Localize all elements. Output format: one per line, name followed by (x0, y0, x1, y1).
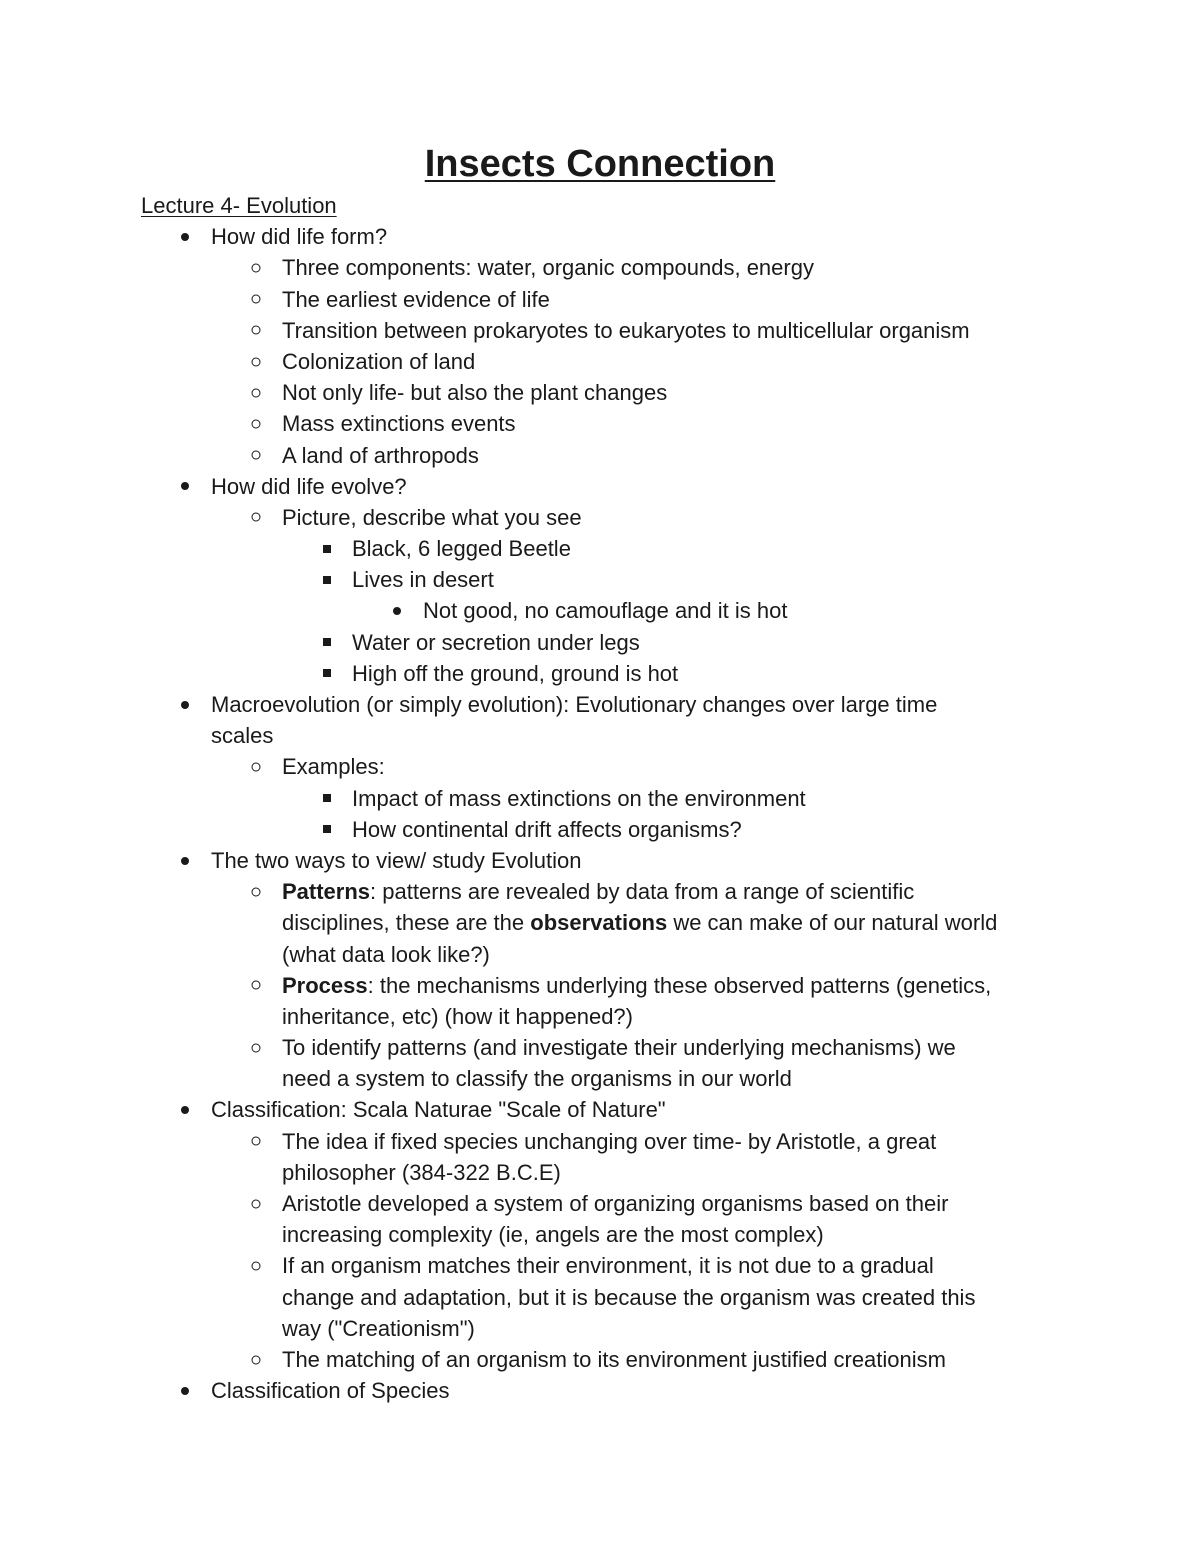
square-bullet-icon (317, 814, 337, 845)
list-item: Macroevolution (or simply evolution): Evolutionary changes over large time (141, 689, 1061, 720)
list-item: High off the ground, ground is hot (141, 658, 1061, 689)
circle-bullet-icon (246, 876, 266, 907)
list-item-continuation: change and adaptation, but it is because the organism was created this (282, 1284, 976, 1310)
square-bullet-icon (317, 564, 337, 595)
circle-bullet-icon (246, 1188, 266, 1219)
circle-bullet-icon (246, 315, 266, 346)
list-item: If an organism matches their environment, it is not due to a gradual (141, 1250, 1061, 1281)
list-item: Aristotle developed a system of organizing organisms based on their (141, 1188, 1061, 1219)
disc-bullet-icon (175, 845, 195, 876)
circle-bullet-icon (246, 502, 266, 533)
disc-bullet-icon (175, 471, 195, 502)
circle-bullet-icon (246, 377, 266, 408)
circle-bullet-icon (246, 284, 266, 315)
list-item: How continental drift affects organisms? (141, 814, 1061, 845)
disc-bullet-icon (175, 689, 195, 720)
notes-body (141, 190, 1061, 1406)
list-item: The two ways to view/ study Evolution (141, 845, 1061, 876)
list-item: Picture, describe what you see (141, 502, 1061, 533)
circle-bullet-icon (246, 440, 266, 471)
list-item: Classification: Scala Naturae "Scale of Nature" (141, 1094, 1061, 1125)
square-bullet-icon (317, 783, 337, 814)
circle-bullet-icon (246, 346, 266, 377)
circle-bullet-icon (246, 408, 266, 439)
disc-bullet-icon (387, 595, 407, 626)
list-item: Classification of Species (141, 1375, 1061, 1406)
list-item-continuation: need a system to classify the organisms in our world (282, 1066, 792, 1092)
list-item: Mass extinctions events (141, 408, 1061, 439)
list-item: Three components: water, organic compounds, energy (141, 252, 1061, 283)
disc-bullet-icon (175, 1375, 195, 1406)
list-item: Black, 6 legged Beetle (141, 533, 1061, 564)
list-item: Transition between prokaryotes to eukaryotes to multicellular organism (141, 315, 1061, 346)
list-item: Not only life- but also the plant changes (141, 377, 1061, 408)
circle-bullet-icon (246, 1250, 266, 1281)
list-item: A land of arthropods (141, 440, 1061, 471)
circle-bullet-icon (246, 1032, 266, 1063)
circle-bullet-icon (246, 970, 266, 1001)
list-item-continuation: philosopher (384-322 B.C.E) (282, 1159, 561, 1185)
list-item: The idea if fixed species unchanging over time- by Aristotle, a great (141, 1126, 1061, 1157)
list-item-continuation: way ("Creationism") (282, 1315, 475, 1341)
circle-bullet-icon (246, 751, 266, 782)
list-item: Water or secretion under legs (141, 627, 1061, 658)
list-item: To identify patterns (and investigate their underlying mechanisms) we (141, 1032, 1061, 1063)
list-item: Colonization of land (141, 346, 1061, 377)
list-item: The matching of an organism to its environment justified creationism (141, 1344, 1061, 1375)
observations-term: observations (530, 910, 668, 936)
patterns-term: Patterns (282, 879, 371, 905)
list-item-continuation: increasing complexity (ie, angels are the most complex) (282, 1222, 824, 1248)
list-item-continuation: (what data look like?) (282, 941, 490, 967)
list-item: Patterns: patterns are revealed by data from a range of scientific (141, 876, 1061, 907)
list-item: Impact of mass extinctions on the environment (141, 783, 1061, 814)
list-item: The earliest evidence of life (141, 284, 1061, 315)
list-item: Process: the mechanisms underlying these observed patterns (genetics, (141, 970, 1061, 1001)
circle-bullet-icon (246, 1344, 266, 1375)
lecture-heading (141, 190, 1061, 221)
list-item: How did life evolve? (141, 471, 1061, 502)
circle-bullet-icon (246, 252, 266, 283)
document-title: Insects Connection (424, 143, 776, 185)
disc-bullet-icon (175, 221, 195, 252)
list-item-continuation: disciplines, these are the observations we can make of our natural world (282, 910, 998, 936)
list-item-continuation: inheritance, etc) (how it happened?) (282, 1003, 633, 1029)
list-item: Not good, no camouflage and it is hot (141, 595, 1061, 626)
square-bullet-icon (317, 658, 337, 689)
list-item: Examples: (141, 751, 1061, 782)
square-bullet-icon (317, 627, 337, 658)
square-bullet-icon (317, 533, 337, 564)
process-term: Process (282, 972, 368, 998)
list-item: Lives in desert (141, 564, 1061, 595)
disc-bullet-icon (175, 1094, 195, 1125)
list-item-continuation: scales (211, 723, 274, 749)
lecture-heading-text: Lecture 4- Evolution (141, 193, 337, 218)
list-item: How did life form? (141, 221, 1061, 252)
circle-bullet-icon (246, 1126, 266, 1157)
